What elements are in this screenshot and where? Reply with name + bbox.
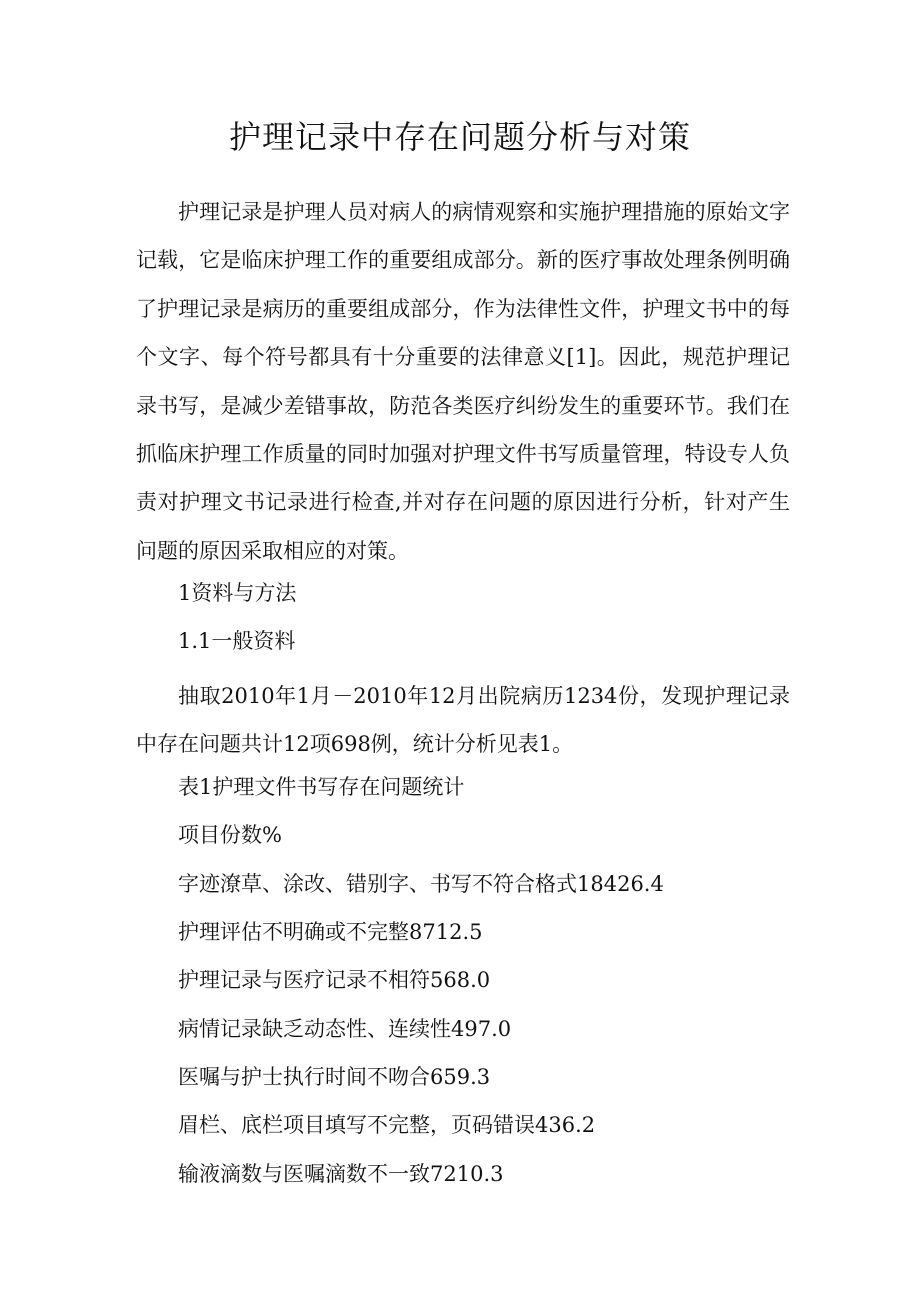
table-row: 字迹潦草、涂改、错别字、书写不符合格式18426.4 — [178, 872, 664, 896]
table-header: 项目份数% — [178, 823, 282, 847]
table-caption: 表1护理文件书写存在问题统计 — [178, 775, 465, 799]
table-row: 眉栏、底栏项目填写不完整，页码错误436.2 — [178, 1113, 596, 1137]
section-heading: 1资料与方法 — [178, 581, 297, 605]
intro-paragraph: 护理记录是护理人员对病人的病情观察和实施护理措施的原始文字记载，它是临床护理工作的重要组成部分。新的医疗事故处理条例明确了护理记录是病历的重要组成部分，作为法律性文件，护理文书中的每个文字、每个符号都具有十分重要的法律意义[1]。因此，规范护理记录书写，是减少差错事故，防范各类医疗纠纷发生的重要环节。我们在抓临床护理工作质量的同时加强对护理文件书写质量管理，特设专人负责对护理文书记录进行检查,并对存在问题的原因进行分析，针对产生问题的原因采取相应的对策。 — [136, 200, 790, 563]
table-row: 病情记录缺乏动态性、连续性497.0 — [178, 1017, 512, 1041]
subsection-heading: 1.1一般资料 — [178, 629, 296, 653]
table-row: 医嘱与护士执行时间不吻合659.3 — [178, 1065, 491, 1089]
table-row: 护理评估不明确或不完整8712.5 — [178, 920, 483, 944]
table-row: 护理记录与医疗记录不相符568.0 — [178, 968, 491, 992]
document-title: 护理记录中存在问题分析与对策 — [228, 118, 691, 156]
data-paragraph: 抽取2010年1月－2010年12月出院病历1234份，发现护理记录中存在问题共计12项698例，统计分析见表1。 — [136, 684, 790, 757]
table-row: 输液滴数与医嘱滴数不一致7210.3 — [178, 1162, 504, 1186]
